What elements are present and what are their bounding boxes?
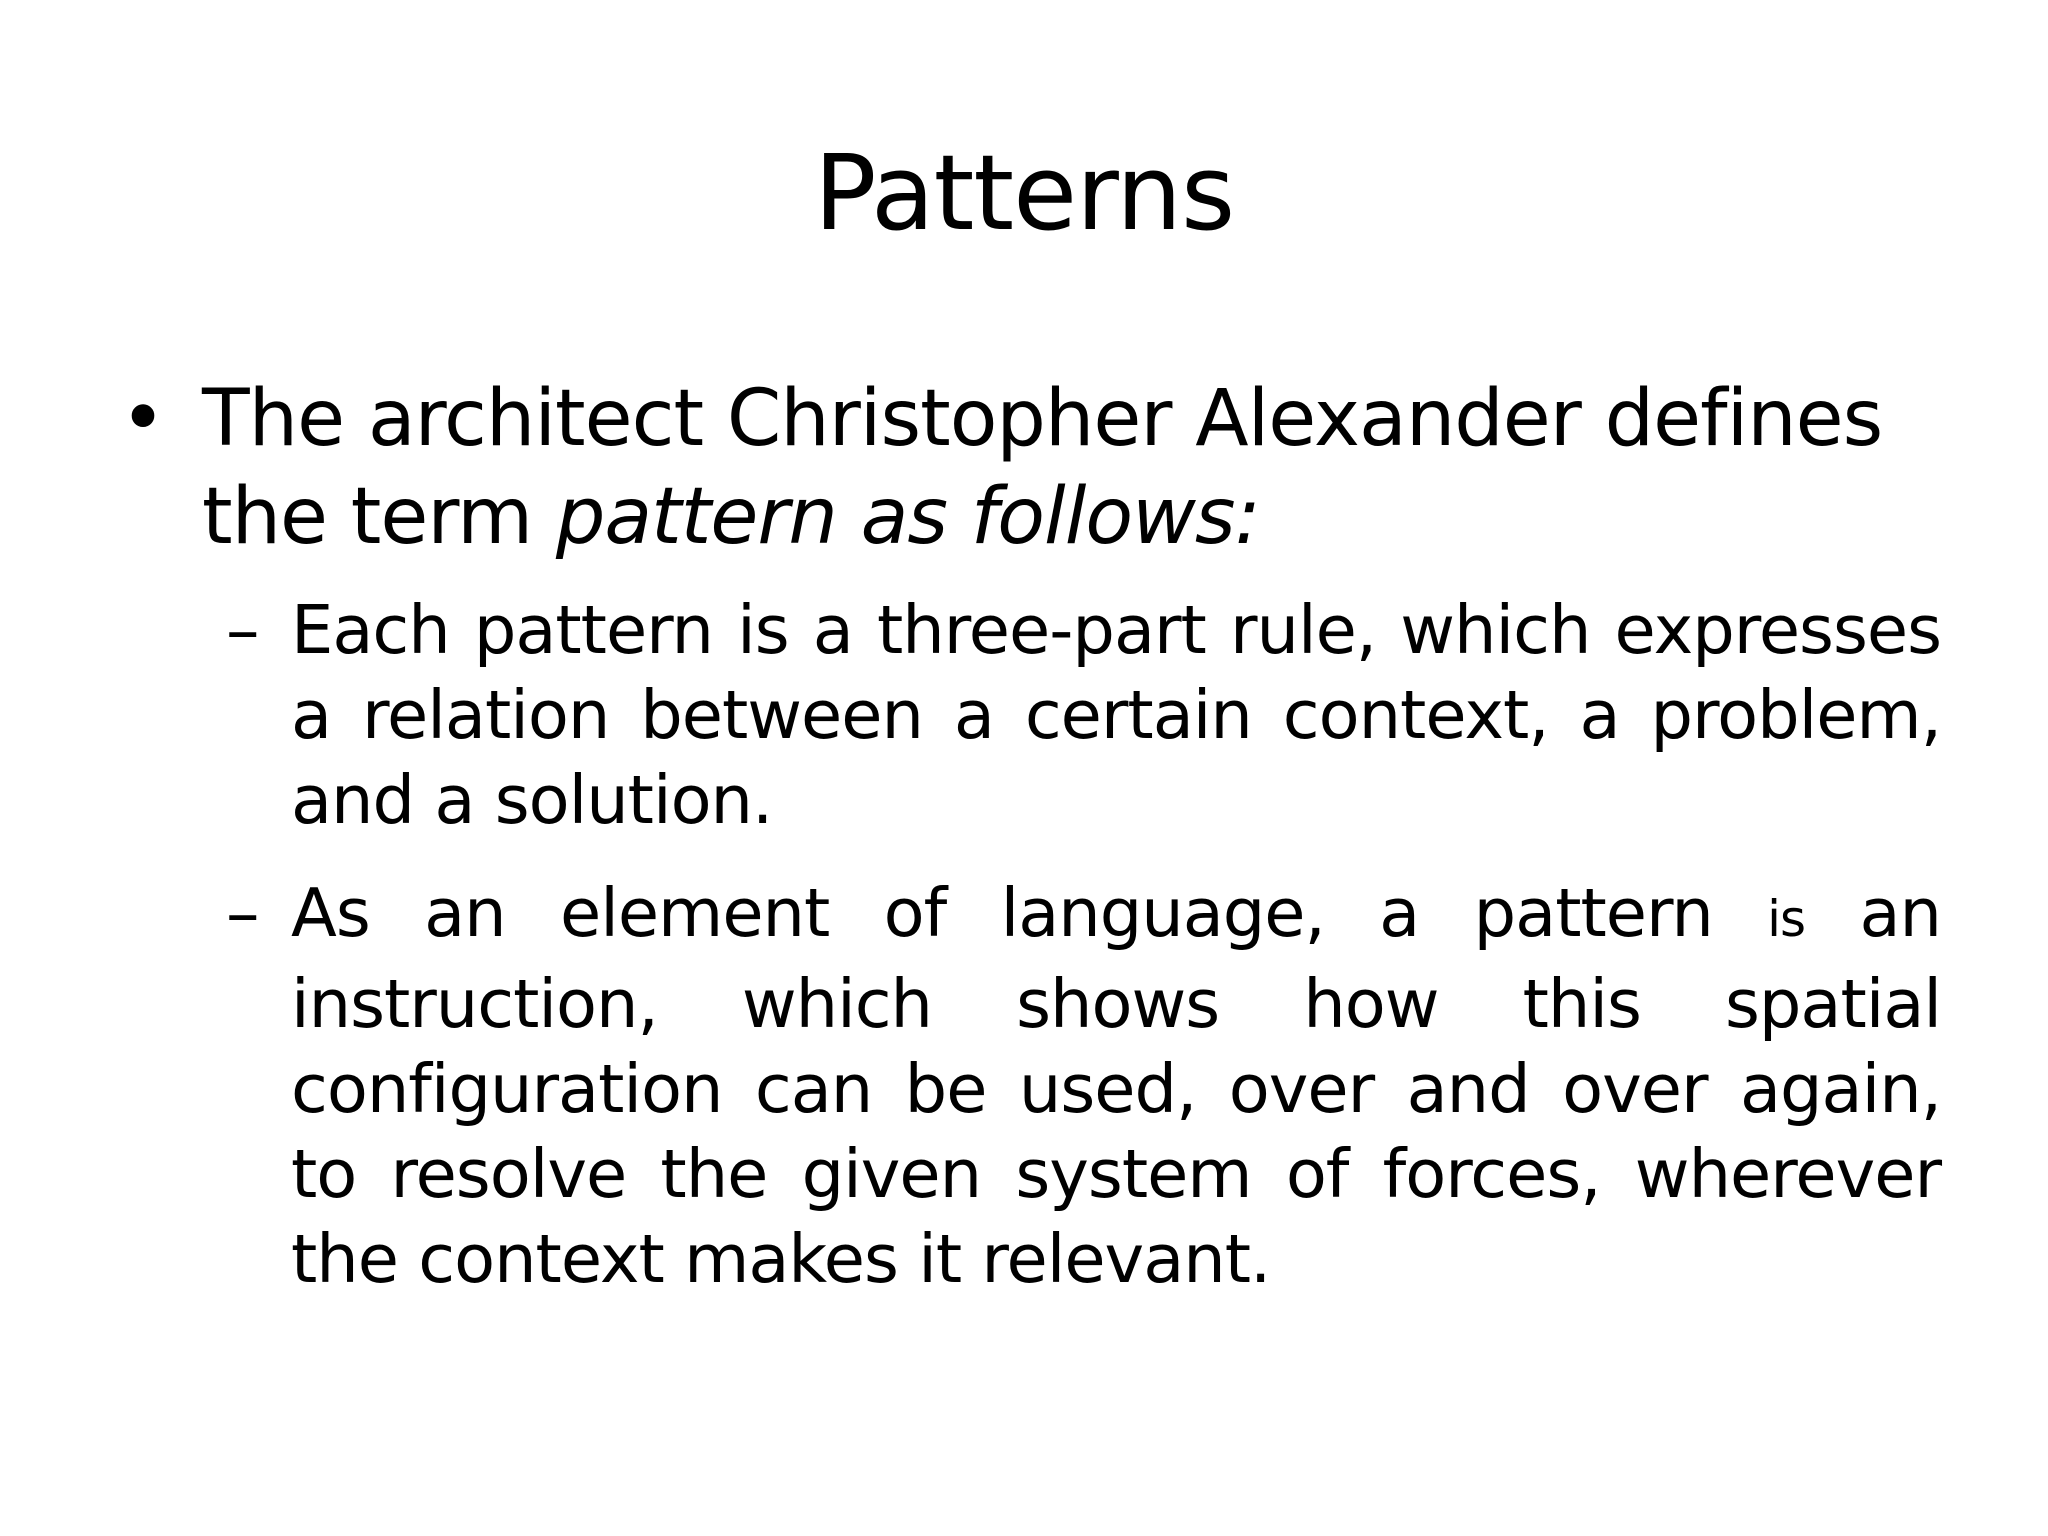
bullet-symbol: • bbox=[120, 374, 166, 464]
main-bullet bbox=[120, 370, 1940, 566]
subpoint-2 bbox=[226, 871, 1946, 1302]
subpoint-1-text: Each pattern is a three-part rule, which expresses a relation between a certain context, a problem, and a solution. bbox=[291, 591, 1941, 839]
main-bullet-text bbox=[202, 370, 1912, 566]
subpoint-2-text bbox=[291, 871, 1941, 1302]
dash-symbol: – bbox=[226, 874, 259, 952]
slide-title: Patterns bbox=[813, 132, 1235, 254]
main-bullet-text-regular: The architect Christopher Alexander defines the term bbox=[202, 374, 1883, 562]
subpoint-1 bbox=[226, 588, 1946, 843]
main-bullet-text-italic: pattern as follows: bbox=[555, 472, 1260, 562]
subpoint-2-text-end: an instruction, which shows how this spatial configuration can be used, over and over again, to resolve the given system of forces, wherever the context makes it relevant. bbox=[291, 874, 1941, 1298]
dash-symbol: – bbox=[226, 591, 259, 669]
subpoint-2-text-start: As an element of language, a pattern bbox=[291, 874, 1768, 952]
subpoint-2-text-small-is: is bbox=[1767, 890, 1806, 948]
